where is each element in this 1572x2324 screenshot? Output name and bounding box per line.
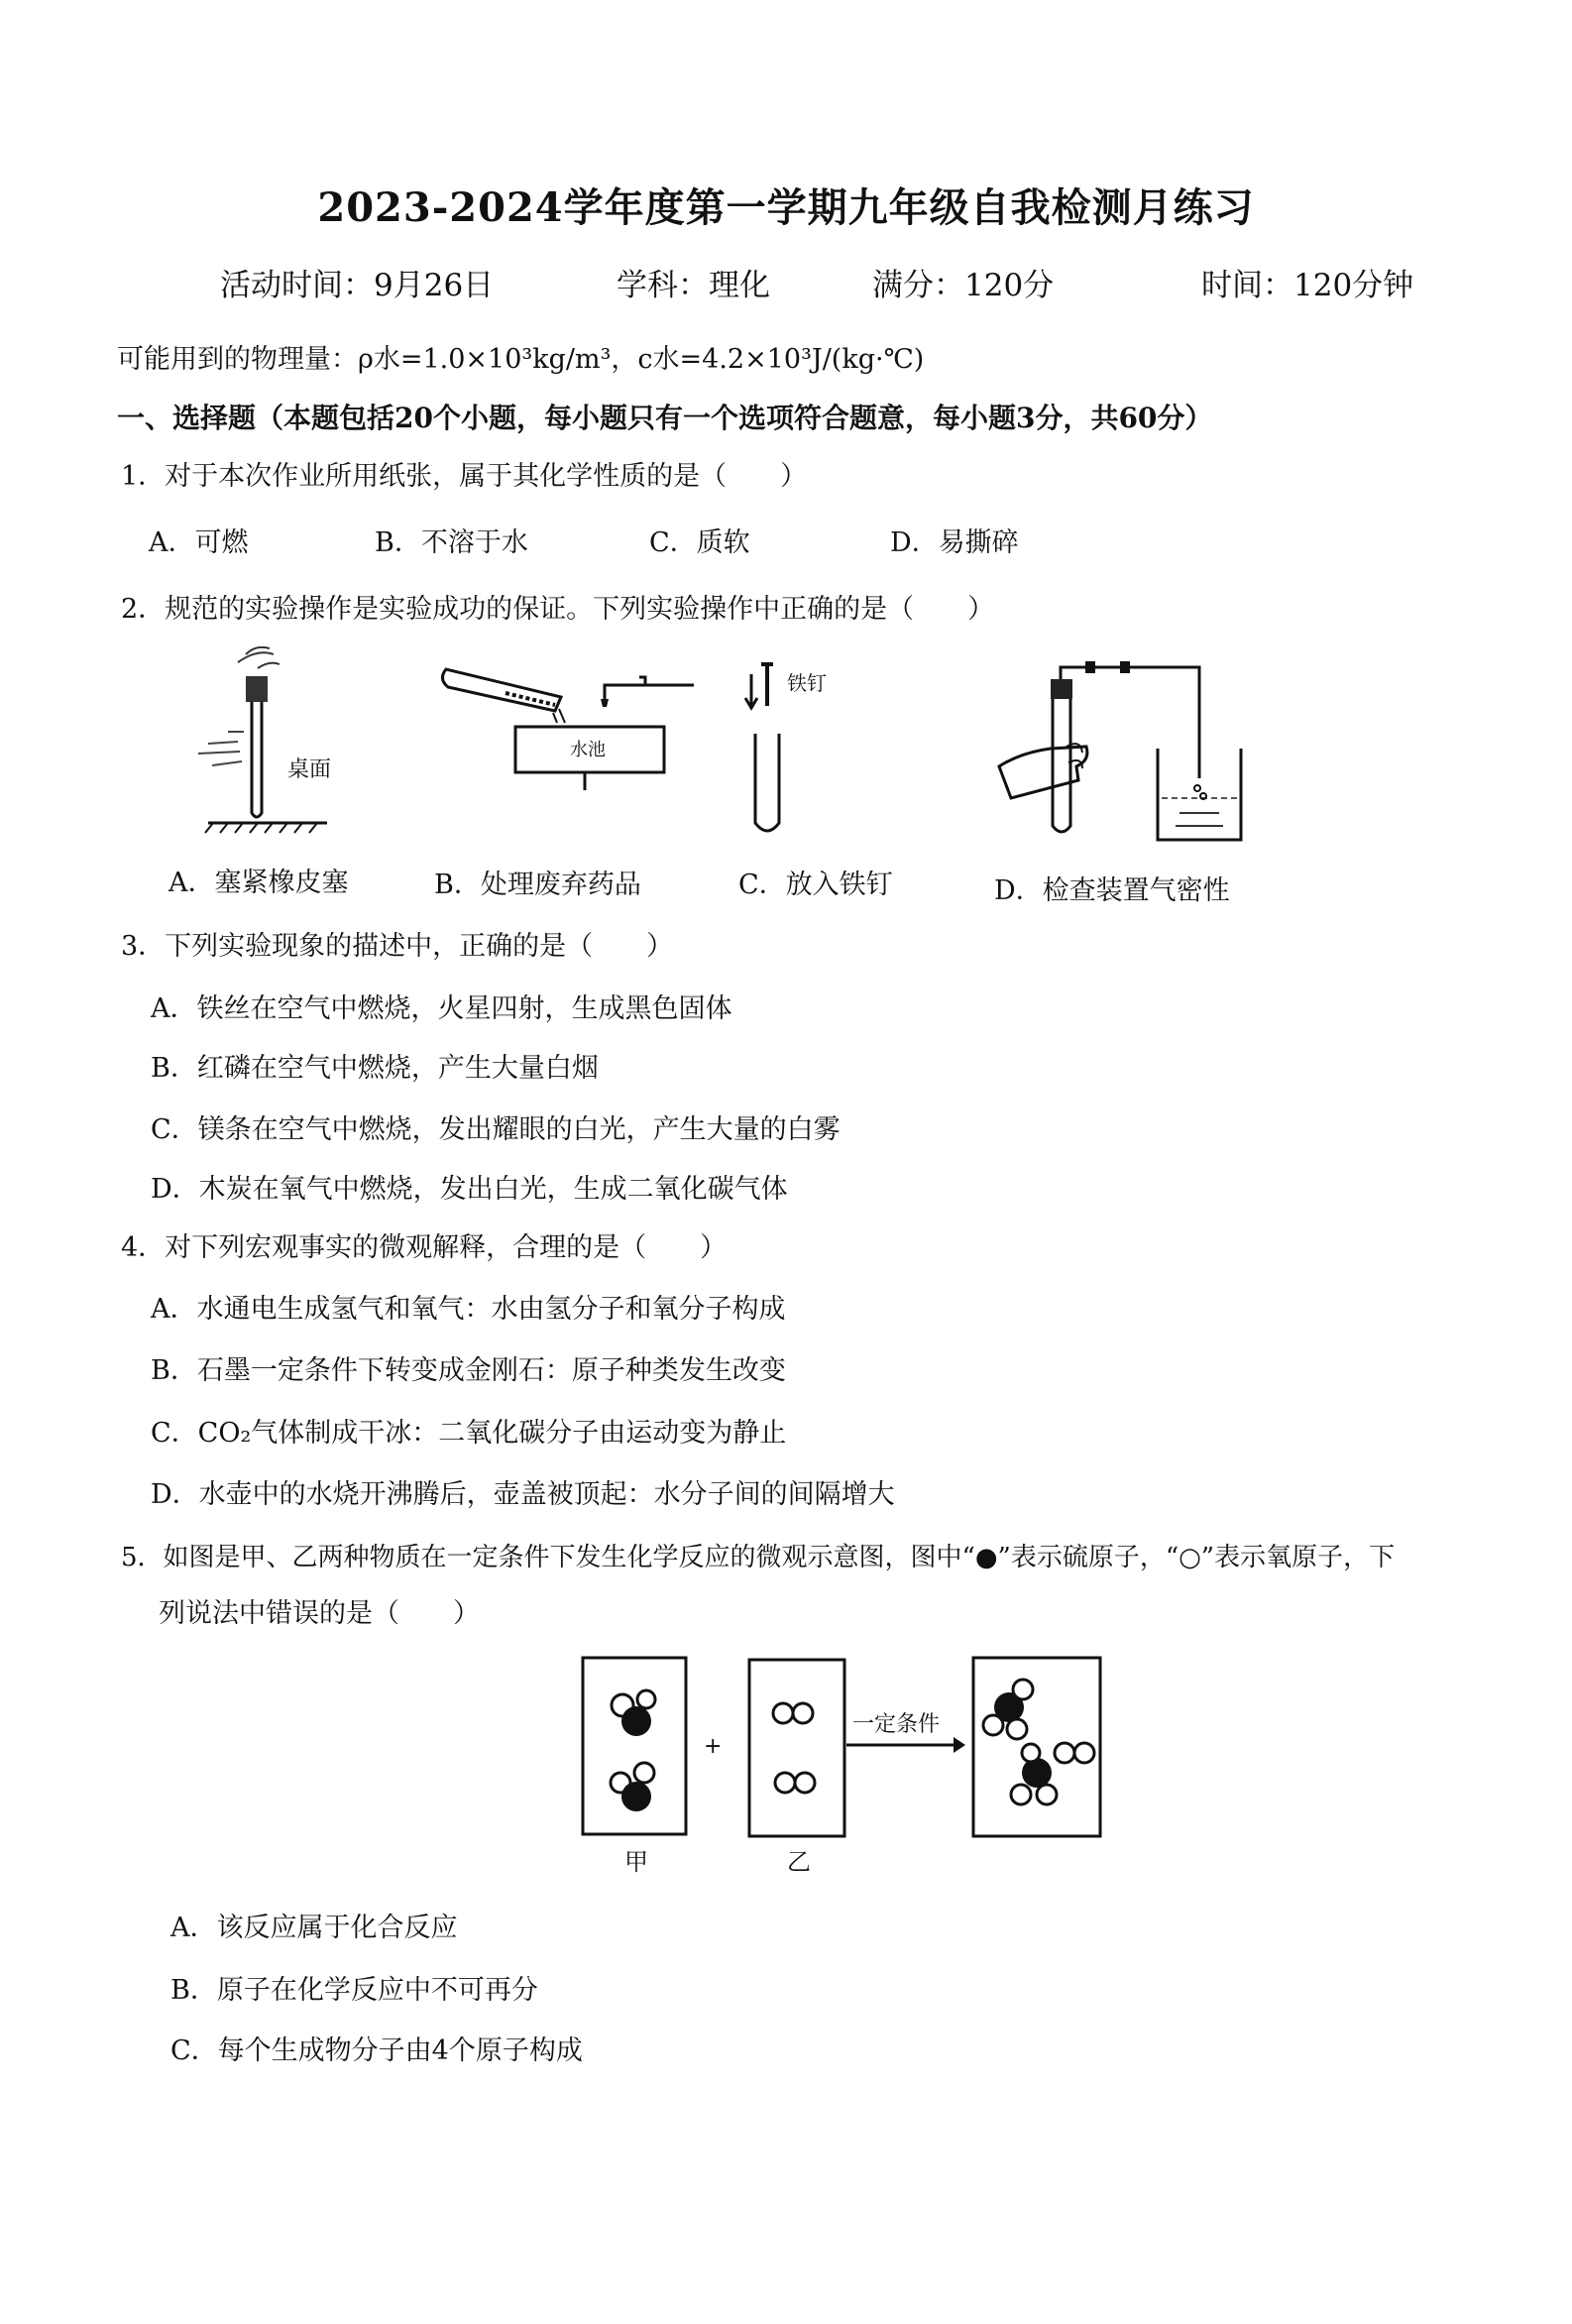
figure-sink	[436, 649, 714, 798]
question-1-stem: 1．对于本次作业所用纸张，属于其化学性质的是（ ）	[121, 461, 808, 492]
reactant-2-label: 乙	[787, 1848, 811, 1876]
physical-constants: 可能用到的物理量：ρ水=1.0×10³kg/m³，c水=4.2×10³J/(kg·℃)	[117, 344, 925, 375]
figure-stopper	[168, 642, 367, 841]
q4-option-b: B．石墨一定条件下转变成金刚石：原子种类发生改变	[151, 1355, 786, 1386]
q5-option-c: C．每个生成物分子由4个原子构成	[170, 2035, 583, 2066]
activity-time: 活动时间：9月26日	[220, 268, 495, 303]
full-score: 满分：120分	[872, 268, 1055, 303]
figure-label-sink: 水池	[570, 740, 606, 760]
q5-option-a: A．该反应属于化合反应	[170, 1913, 458, 1943]
section-heading: 一、选择题（本题包括20个小题，每小题只有一个选项符合题意，每小题3分，共60分）	[117, 402, 1213, 434]
reaction-diagram	[565, 1646, 1120, 1884]
duration: 时间：120分钟	[1201, 268, 1414, 303]
page-title: 2023-2024学年度第一学期九年级自我检测月练习	[317, 184, 1255, 231]
reactant-2-box	[749, 1660, 844, 1836]
q3-option-c: C．镁条在空气中燃烧，发出耀眼的白光，产生大量的白雾	[151, 1114, 841, 1145]
q2-option-b: B．处理废弃药品	[434, 870, 641, 900]
question-3-stem: 3．下列实验现象的描述中，正确的是（ ）	[121, 931, 674, 962]
q3-option-a: A．铁丝在空气中燃烧，火星四射，生成黑色固体	[151, 993, 732, 1024]
q1-option-a: A．可燃	[149, 527, 249, 558]
subject: 学科：理化	[617, 268, 770, 303]
q1-option-c: C．质软	[649, 527, 750, 558]
question-2-stem: 2．规范的实验操作是实验成功的保证。下列实验操作中正确的是（ ）	[121, 594, 995, 625]
figure-nail	[733, 654, 882, 843]
question-4-stem: 4．对下列宏观事实的微观解释，合理的是（ ）	[121, 1232, 728, 1263]
figure-label-table: 桌面	[287, 757, 332, 782]
q2-option-c: C．放入铁钉	[738, 870, 893, 900]
reaction-condition: 一定条件	[852, 1712, 941, 1737]
q4-option-c: C．CO₂气体制成干冰：二氧化碳分子由运动变为静止	[151, 1418, 787, 1449]
q1-option-d: D．易撕碎	[890, 527, 1019, 558]
q1-option-b: B．不溶于水	[375, 527, 528, 558]
figure-airtight	[991, 649, 1259, 848]
plus-sign: +	[704, 1734, 723, 1759]
q5-option-b: B．原子在化学反应中不可再分	[170, 1975, 538, 2006]
q2-option-a: A．塞紧橡皮塞	[168, 868, 349, 898]
q2-option-d: D．检查装置气密性	[994, 875, 1230, 906]
q4-option-d: D．水壶中的水烧开沸腾后，壶盖被顶起：水分子间的间隔增大	[151, 1479, 895, 1510]
figure-label-nail: 铁钉	[787, 671, 827, 695]
reactant-1-label: 甲	[624, 1848, 648, 1876]
q3-option-b: B．红磷在空气中燃烧，产生大量白烟	[151, 1053, 599, 1084]
q4-option-a: A．水通电生成氢气和氧气：水由氢分子和氧分子构成	[151, 1294, 786, 1325]
question-5-stem-line1: 5．如图是甲、乙两种物质在一定条件下发生化学反应的微观示意图，图中“●”表示硫原子，“○”表示氧原子，下	[121, 1543, 1396, 1572]
q3-option-d: D．木炭在氧气中燃烧，发出白光，生成二氧化碳气体	[151, 1174, 788, 1205]
question-5-stem-line2: 列说法中错误的是（ ）	[159, 1598, 480, 1629]
